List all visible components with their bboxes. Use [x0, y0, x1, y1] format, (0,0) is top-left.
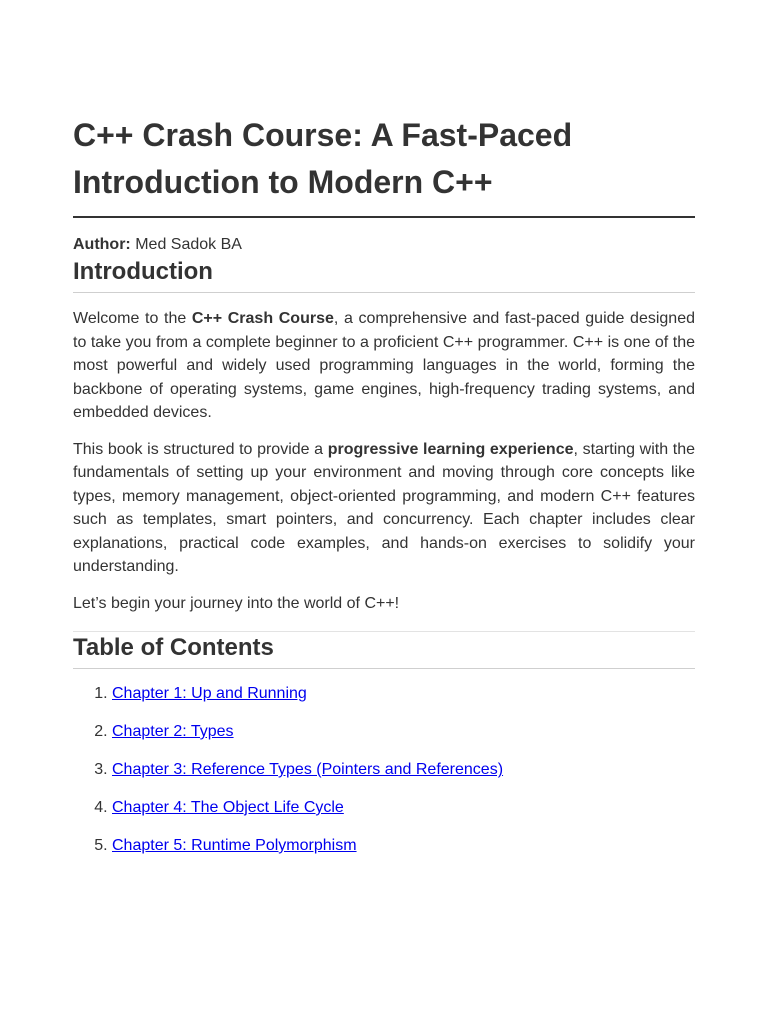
- toc-link-chapter-2[interactable]: Chapter 2: Types: [112, 723, 234, 740]
- toc-item: [112, 797, 695, 819]
- intro-paragraph-1: [73, 307, 695, 425]
- toc-link-chapter-1[interactable]: Chapter 1: Up and Running: [112, 685, 307, 702]
- toc-item: [112, 721, 695, 743]
- toc-heading: Table of Contents: [73, 632, 695, 669]
- introduction-heading: Introduction: [73, 256, 695, 293]
- toc-list: [73, 683, 695, 857]
- toc-item: [112, 759, 695, 781]
- toc-item: [112, 683, 695, 705]
- document-title: C++ Crash Course: A Fast-Paced Introduction to Modern C++: [73, 112, 695, 218]
- author-line: [73, 234, 695, 256]
- intro-paragraph-2: [73, 438, 695, 579]
- author-label: Author:: [73, 236, 131, 253]
- toc-link-chapter-4[interactable]: Chapter 4: The Object Life Cycle: [112, 799, 344, 816]
- intro-p1-text-a: Welcome to the: [73, 310, 192, 327]
- intro-p2-text-a: This book is structured to provide a: [73, 440, 328, 458]
- intro-p1-text-b: , a comprehensive and fast-paced guide designed to take you from a complete beginner to a proficient C++ programmer. C++ is one of the most powerful and widely used programming languages in the world, forming the backbone of operating systems, game engines, high-frequency trading systems, and embedded devices.: [73, 310, 695, 421]
- author-name: Med Sadok BA: [135, 236, 242, 253]
- toc-link-chapter-3[interactable]: Chapter 3: Reference Types (Pointers and References): [112, 761, 504, 778]
- intro-paragraph-3: Let’s begin your journey into the world of C++!: [73, 594, 400, 612]
- intro-p2-text-b: , starting with the fundamentals of setting up your environment and moving through core concepts like types, memory management, object-oriented programming, and modern C++ features such as templates, smart pointers, and concurrency. Each chapter includes clear explanations, practical code examples, and hands-on exercises to solidify your understanding.: [73, 440, 695, 575]
- intro-p2-bold: progressive learning experience: [327, 440, 574, 458]
- toc-link-chapter-5[interactable]: Chapter 5: Runtime Polymorphism: [112, 837, 357, 854]
- document-content: [73, 112, 695, 873]
- intro-p1-bold: C++ Crash Course: [191, 310, 334, 327]
- toc-item: [112, 835, 695, 857]
